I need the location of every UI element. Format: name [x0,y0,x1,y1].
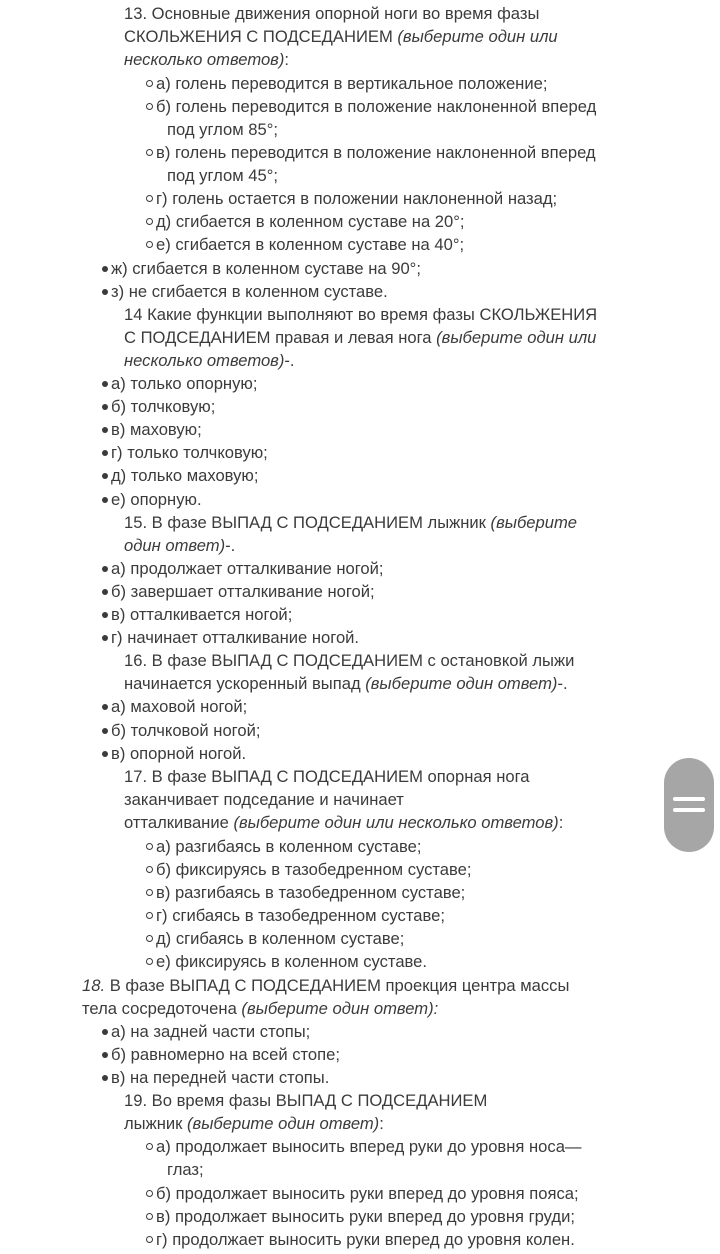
circle-bullet-icon [146,912,153,919]
answer-option: б) толчковую; [102,395,215,418]
answer-option: а) голень переводится в вертикальное положение; [146,72,547,95]
answer-option: а) маховой ногой; [102,695,247,718]
answer-option: е) фиксируясь в коленном суставе. [146,950,427,973]
question-line: под углом 85°; [167,120,278,139]
question-line: тела сосредоточена (выберите один ответ): [82,999,439,1018]
circle-bullet-icon [146,843,153,850]
circle-bullet-icon [146,1143,153,1150]
question-line: 18. В фазе ВЫПАД С ПОДСЕДАНИЕМ проекция центра массы [82,976,570,995]
answer-option: а) продолжает выносить вперед руки до уровня носа— [146,1135,582,1158]
question-line: несколько ответов): [124,50,289,69]
answer-option: ж) сгибается в коленном суставе на 90°; [102,257,421,280]
circle-bullet-icon [146,103,153,110]
dot-bullet-icon [102,612,108,618]
scroll-handle[interactable] [664,758,714,852]
answer-option: д) сгибаясь в коленном суставе; [146,927,404,950]
answer-option: з) не сгибается в коленном суставе. [102,280,388,303]
answer-option: а) продолжает отталкивание ногой; [102,557,384,580]
circle-bullet-icon [146,149,153,156]
question-line: СКОЛЬЖЕНИЯ С ПОДСЕДАНИЕМ (выберите один или [124,27,558,46]
dot-bullet-icon [102,589,108,595]
dot-bullet-icon [102,427,108,433]
circle-bullet-icon [146,935,153,942]
answer-option: в) отталкивается ногой; [102,603,292,626]
dot-bullet-icon [102,266,108,272]
answer-option: в) на передней части стопы. [102,1066,329,1089]
answer-option: г) голень остается в положении наклоненной назад; [146,187,557,210]
dot-bullet-icon [102,566,108,572]
dot-bullet-icon [102,728,108,734]
answer-option: д) только маховую; [102,464,259,487]
question-line: начинается ускоренный выпад (выберите один ответ)-. [124,674,568,693]
dot-bullet-icon [102,497,108,503]
circle-bullet-icon [146,218,153,225]
question-line: 15. В фазе ВЫПАД С ПОДСЕДАНИЕМ лыжник (выберите [124,513,578,532]
question-line: 16. В фазе ВЫПАД С ПОДСЕДАНИЕМ с остановкой лыжи [124,651,575,670]
answer-option: а) разгибаясь в коленном суставе; [146,835,422,858]
question-line: 13. Основные движения опорной ноги во время фазы [124,4,540,23]
dot-bullet-icon [102,1029,108,1035]
dot-bullet-icon [102,1052,108,1058]
answer-option: б) голень переводится в положение наклоненной вперед [146,95,596,118]
dot-bullet-icon [102,289,108,295]
dot-bullet-icon [102,473,108,479]
answer-option: г) только толчковую; [102,441,268,464]
question-line: С ПОДСЕДАНИЕМ правая и левая нога (выберите один или [124,328,597,347]
question-line: 14 Какие функции выполняют во время фазы СКОЛЬЖЕНИЯ [124,305,598,324]
answer-option: е) сгибается в коленном суставе на 40°; [146,233,464,256]
dot-bullet-icon [102,450,108,456]
dot-bullet-icon [102,635,108,641]
answer-option: в) продолжает выносить руки вперед до уровня груди; [146,1205,575,1228]
dot-bullet-icon [102,704,108,710]
answer-option: б) завершает отталкивание ногой; [102,580,375,603]
question-line: заканчивает подседание и начинает [124,790,404,809]
question-line: под углом 45°; [167,166,278,185]
circle-bullet-icon [146,1236,153,1243]
answer-option: г) сгибаясь в тазобедренном суставе; [146,904,445,927]
dot-bullet-icon [102,404,108,410]
answer-option: в) голень переводится в положение наклоненной вперед [146,141,596,164]
answer-option: а) только опорную; [102,372,257,395]
question-line: 17. В фазе ВЫПАД С ПОДСЕДАНИЕМ опорная нога [124,767,530,786]
question-line: один ответ)-. [124,536,236,555]
dot-bullet-icon [102,381,108,387]
answer-option: б) продолжает выносить руки вперед до уровня пояса; [146,1182,579,1205]
circle-bullet-icon [146,958,153,965]
question-line: глаз; [167,1160,204,1179]
answer-option: б) толчковой ногой; [102,719,260,742]
answer-option: в) разгибаясь в тазобедренном суставе; [146,881,465,904]
answer-option: е) опорную. [102,488,202,511]
circle-bullet-icon [146,1190,153,1197]
dot-bullet-icon [102,751,108,757]
answer-option: б) фиксируясь в тазобедренном суставе; [146,858,472,881]
circle-bullet-icon [146,866,153,873]
circle-bullet-icon [146,241,153,248]
answer-option: г) продолжает выносить руки вперед до уровня колен. [146,1228,575,1251]
circle-bullet-icon [146,889,153,896]
circle-bullet-icon [146,195,153,202]
circle-bullet-icon [146,1213,153,1220]
answer-option: в) маховую; [102,418,202,441]
answer-option: д) сгибается в коленном суставе на 20°; [146,210,465,233]
answer-option: в) опорной ногой. [102,742,246,765]
question-line: 19. Во время фазы ВЫПАД С ПОДСЕДАНИЕМ [124,1091,488,1110]
dot-bullet-icon [102,1075,108,1081]
circle-bullet-icon [146,80,153,87]
answer-option: г) начинает отталкивание ногой. [102,626,359,649]
question-line: несколько ответов)-. [124,351,295,370]
answer-option: б) равномерно на всей стопе; [102,1043,340,1066]
drag-handle-icon [673,795,705,815]
answer-option: а) на задней части стопы; [102,1020,310,1043]
question-line: отталкивание (выберите один или несколько ответов): [124,813,564,832]
question-line: лыжник (выберите один ответ): [124,1114,384,1133]
